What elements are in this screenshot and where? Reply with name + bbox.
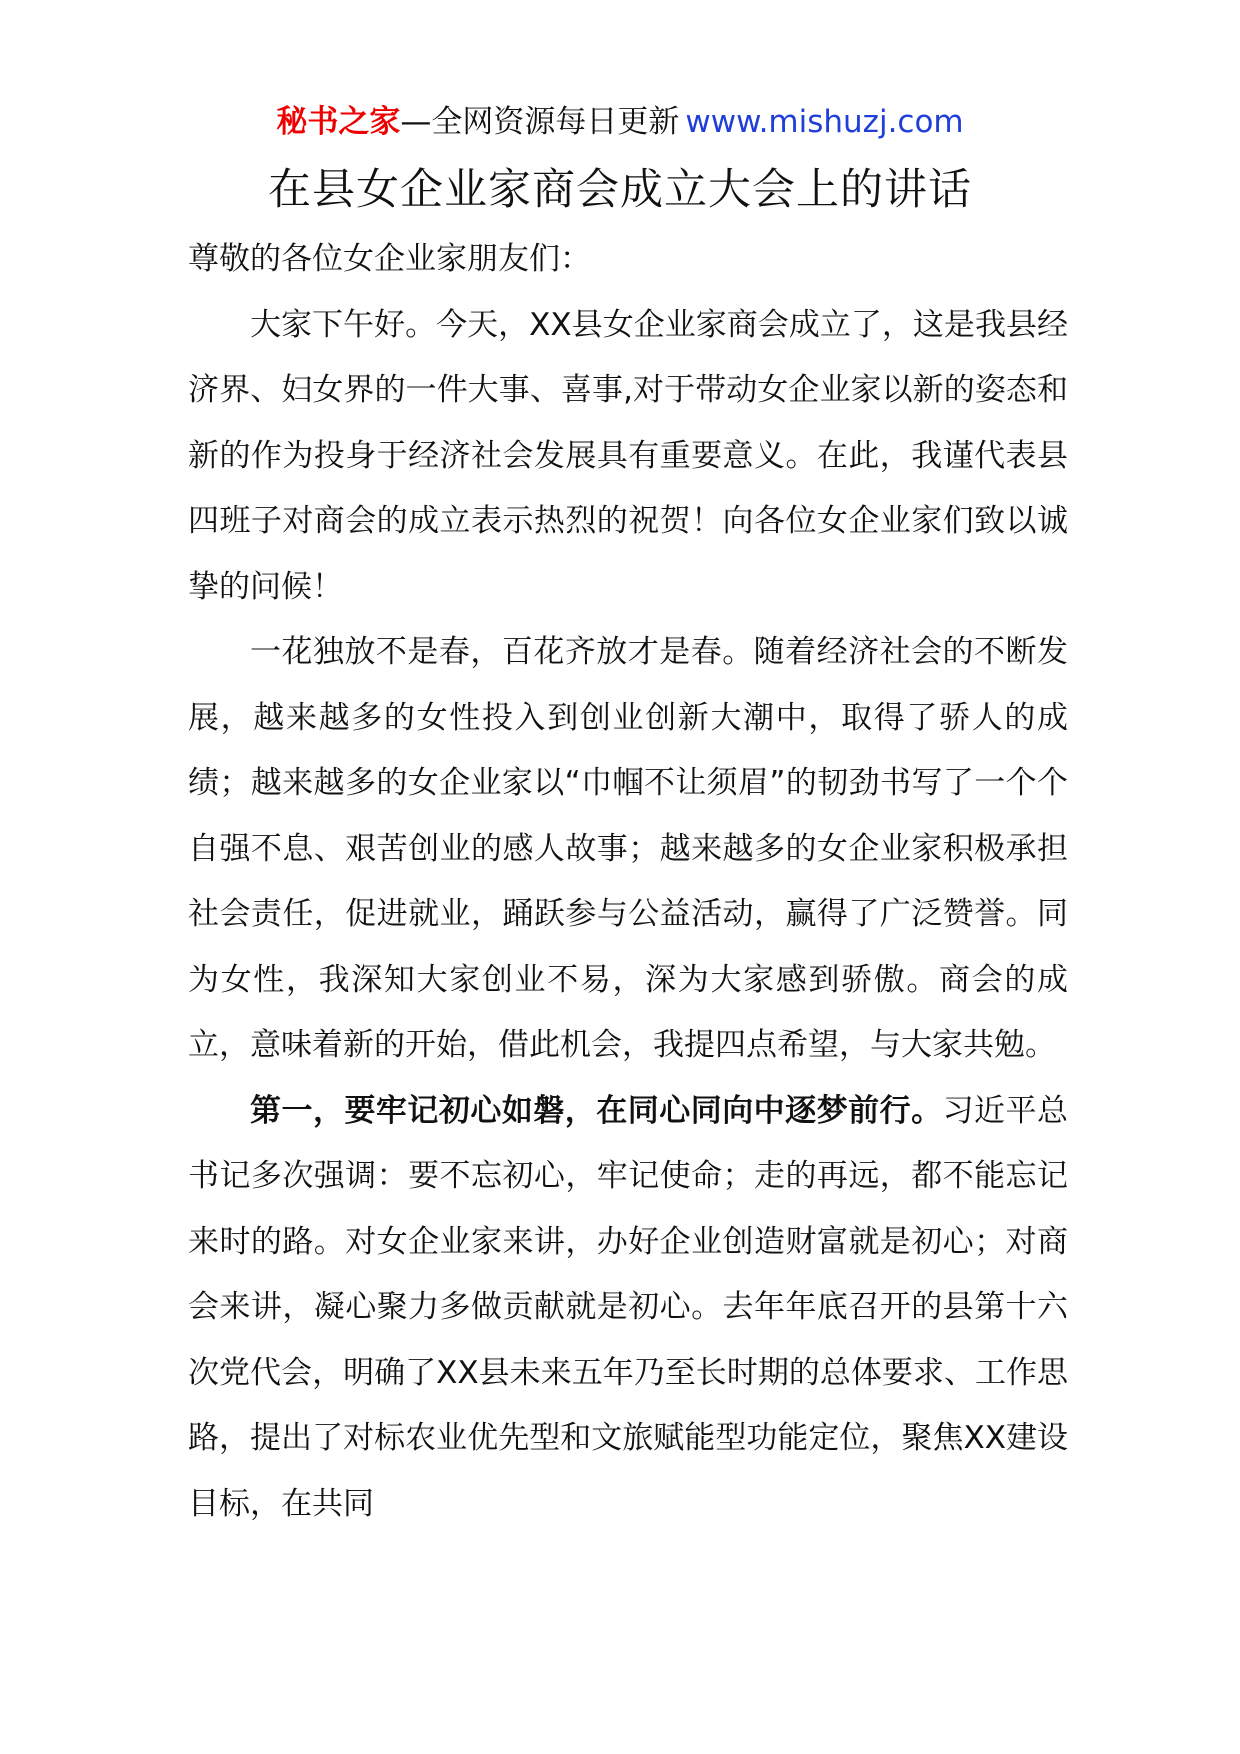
paragraph-lead: 第一，要牢记初心如磐，在同心同向中逐梦前行。 bbox=[250, 1092, 943, 1129]
website-link[interactable]: www.mishuzj.com bbox=[685, 104, 964, 140]
paragraph-2 bbox=[188, 620, 1068, 1079]
document-body bbox=[188, 227, 1068, 1537]
salutation: 尊敬的各位女企业家朋友们： bbox=[188, 241, 591, 277]
document-title: 在县女企业家商会成立大会上的讲话 bbox=[268, 165, 972, 215]
brand-name: 秘书之家 bbox=[276, 104, 401, 140]
paragraph-3 bbox=[188, 1079, 1068, 1538]
paragraph-text: 习近平总书记多次强调：要不忘初心，牢记使命；走的再远，都不能忘记来时的路。对女企业家来讲，办好企业创造财富就是初心；对商会来讲，凝心聚力多做贡献就是初心。去年年底召开的县第十六次党代会，明确了XX县未来五年乃至长时期的总体要求、工作思路，提出了对标农业优先型和文旅赋能型功能定位，聚焦XX建设目标，在共同 bbox=[188, 1092, 1069, 1522]
paragraph-1 bbox=[188, 293, 1068, 621]
page-header bbox=[0, 100, 1240, 144]
header-slogan: —全网资源每日更新 bbox=[400, 104, 680, 140]
paragraph-text: 一花独放不是春，百花齐放才是春。随着经济社会的不断发展，越来越多的女性投入到创业创新大潮中，取得了骄人的成绩；越来越多的女企业家以“巾帼不让须眉”的韧劲书写了一个个自强不息、艰苦创业的感人故事；越来越多的女企业家积极承担社会责任，促进就业，踊跃参与公益活动，赢得了广泛赞誉。同为女性，我深知大家创业不易，深为大家感到骄傲。商会的成立，意味着新的开始，借此机会，我提四点希望，与大家共勉。 bbox=[188, 634, 1068, 1063]
paragraph-text: 大家下午好。今天，XX县女企业家商会成立了，这是我县经济界、妇女界的一件大事、喜事,对于带动女企业家以新的姿态和新的作为投身于经济社会发展具有重要意义。在此，我谨代表县四班子对商会的成立表示热烈的祝贺！向各位女企业家们致以诚挚的问候！ bbox=[188, 306, 1068, 605]
